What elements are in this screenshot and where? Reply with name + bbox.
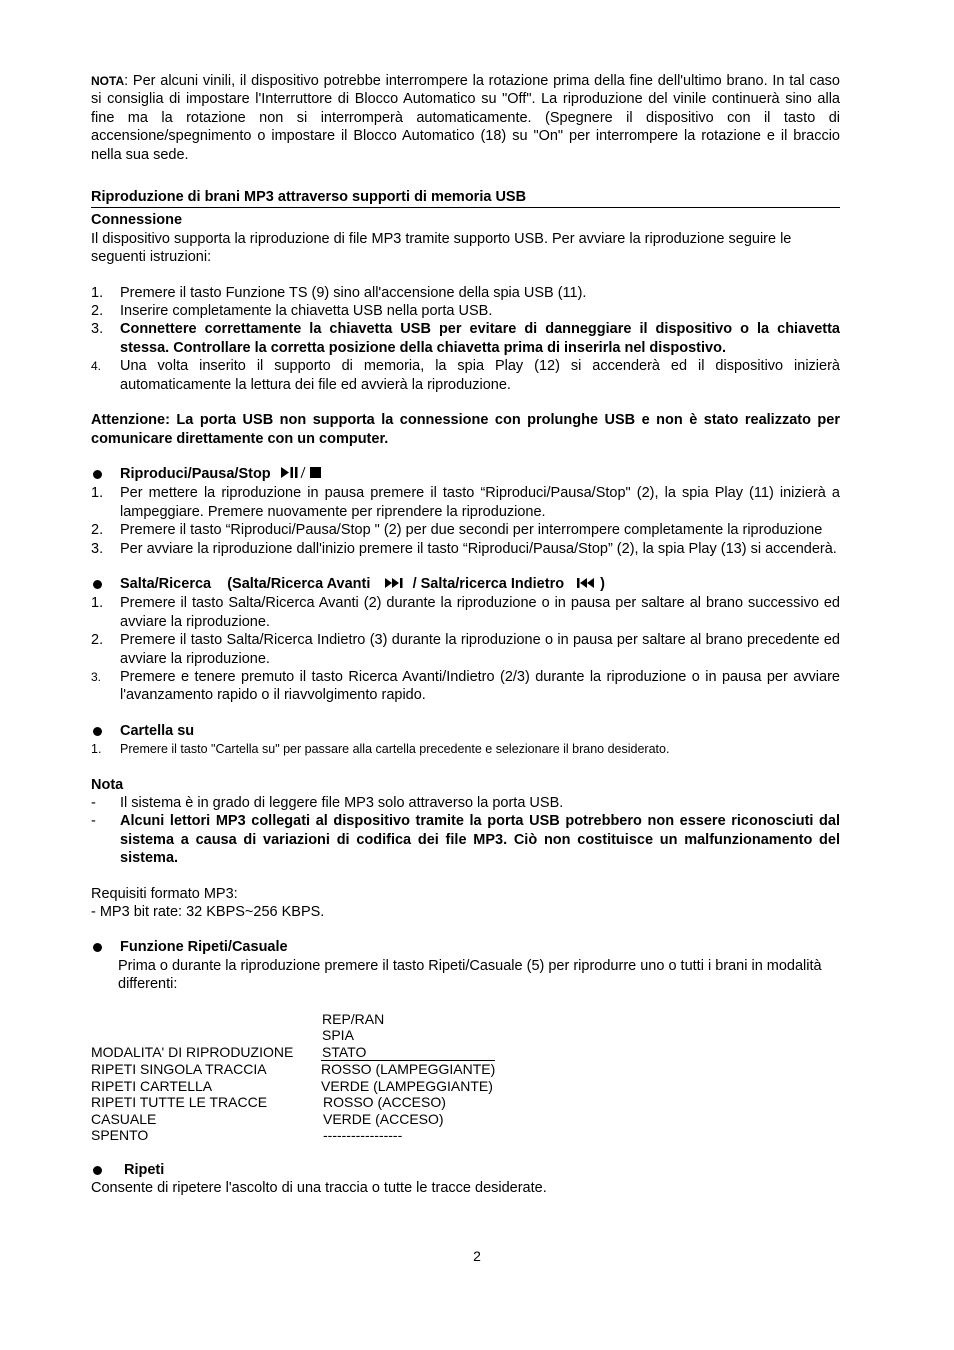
bullet-icon <box>93 943 102 952</box>
list-item: 1. Premere il tasto "Cartella su" per passare alla cartella precedente e selezionare il brano desiderato. <box>91 742 670 757</box>
bullet-icon <box>93 1166 102 1175</box>
list-item: 2. Premere il tasto Salta/Ricerca Indietro (3) durante la riproduzione o in pausa per saltare al brano precedente ed avviare la riproduzione. <box>91 632 840 667</box>
skip-forward-icon <box>383 576 405 594</box>
list-item: 1. Premere il tasto Funzione TS (9) sino all'accensione della spia USB (11). <box>91 284 587 301</box>
table-header: MODALITA' DI RIPRODUZIONE STATO <box>91 1044 495 1061</box>
play-pause-stop-icon <box>275 466 327 484</box>
section-title: Riproduzione di brani MP3 attraverso supporti di memoria USB <box>91 188 840 208</box>
nota-items <box>91 794 840 868</box>
list-item: 3. Premere e tenere premuto il tasto Ricerca Avanti/Indietro (2/3) durante la riproduzione o in pausa per avviare l'avanzamento rapido o il riavvolgimento rapido. <box>91 668 840 704</box>
play-heading <box>91 465 840 484</box>
cartella-heading: Cartella su <box>91 722 840 740</box>
list-item: 2. Inserire completamente la chiavetta USB nella porta USB. <box>91 303 493 320</box>
requisiti-line1: Requisiti formato MP3: <box>91 885 238 902</box>
bullet-icon <box>93 470 102 479</box>
table-row: RIPETI CARTELLA VERDE (LAMPEGGIANTE) <box>91 1077 493 1094</box>
salta-steps <box>91 594 840 704</box>
connessione-steps <box>91 284 840 394</box>
requisiti-line2: - MP3 bit rate: 32 KBPS~256 KBPS. <box>91 904 325 921</box>
bullet-icon <box>93 580 102 589</box>
ripeti-casuale-heading: Funzione Ripeti/Casuale <box>91 938 840 956</box>
list-item: 3. Per avviare la riproduzione dall'inizio premere il tasto “Riproduci/Pausa/Stop” (2), la spia Play (13) si accenderà. <box>91 540 837 557</box>
ripeti-casuale-text: Prima o durante la riproduzione premere il tasto Ripeti/Casuale (5) per riprodurre uno o tutti i brani in modalità differenti: <box>118 957 822 993</box>
table-row: RIPETI TUTTE LE TRACCE ROSSO (ACCESO) <box>91 1094 446 1111</box>
connessione-title: Connessione <box>91 212 183 229</box>
ripeti-heading: Ripeti <box>91 1161 840 1179</box>
page-number: 2 <box>473 1248 481 1264</box>
table-row: RIPETI SINGOLA TRACCIA ROSSO (LAMPEGGIANTE) <box>91 1061 496 1078</box>
list-item: 2. Premere il tasto “Riproduci/Pausa/Stop " (2) per due secondi per interrompere completamente la riproduzione <box>91 522 823 539</box>
attenzione-warning: Attenzione: La porta USB non supporta la connessione con prolunghe USB e non è stato realizzato per comunicare direttamente con un computer. <box>91 412 840 447</box>
play-title: Riproduci/Pausa/Stop <box>120 465 271 482</box>
list-item: 3. Connettere correttamente la chiavetta USB per evitare di danneggiare il dispositivo o la chiavetta stessa. Controllare la corretta posizione della chiavetta prima di inserirla nel dispostivo. <box>91 321 840 356</box>
modes-table: REP/RAN SPIA MODALITA' DI RIPRODUZIONE STATO RIPETI SINGOLA TRACCIA ROSSO (LAMPEGGIANTE) RIPETI CARTELLA VERDE (LAMPEGGIANTE) RIPETI TUTTE LE TRACCE ROSSO (ACCESO) CASUALE VERDE (ACCESO) SPENTO ----------------- <box>91 1010 496 1144</box>
skip-back-icon <box>576 576 600 594</box>
list-item: 1. Premere il tasto Salta/Ricerca Avanti (2) durante la riproduzione o in pausa per saltare al brano successivo ed avviare la riproduzione. <box>91 595 840 630</box>
table-row: SPENTO ----------------- <box>91 1127 403 1144</box>
list-item: - Il sistema è in grado di leggere file MP3 solo attraverso la porta USB. <box>91 795 564 811</box>
list-item: - Alcuni lettori MP3 collegati al dispositivo tramite la porta USB potrebbero non essere riconosciuti dal sistema a causa di variazioni di codifica dei file MP3. Ciò non costituisce un malfunzionamento del sistema. <box>91 813 840 867</box>
connessione-intro: Il dispositivo supporta la riproduzione di file MP3 tramite supporto USB. Per avviare la riproduzione seguire le seguenti istruzioni: <box>91 230 792 266</box>
note-label: NOTA <box>91 74 125 88</box>
play-steps <box>91 484 840 558</box>
table-row: CASUALE VERDE (ACCESO) <box>91 1110 444 1127</box>
note-paragraph <box>91 72 840 164</box>
nota-title: Nota <box>91 776 124 793</box>
note-text: : Per alcuni vinili, il dispositivo potrebbe interrompere la rotazione prima della fine dell'ultimo brano. In tal caso si consiglia di impostare l'Interruttore di Blocco Automatico su "Off". La riproduzione del vinile continuerà sino alla fine ma la rotazione non si interromperà automaticamente. (Spegnere il dispositivo con il tasto di accensione/spegnimento o impostare il Blocco Automatico (18) su "On" per interrompere la rotazione e il braccio nella sua sede. <box>91 73 840 163</box>
cartella-steps <box>91 740 840 758</box>
document-page <box>91 72 840 1197</box>
bullet-icon <box>93 727 102 736</box>
ripeti-text: Consente di ripetere l'ascolto di una traccia o tutte le tracce desiderate. <box>91 1180 547 1197</box>
list-item: 1. Per mettere la riproduzione in pausa premere il tasto “Riproduci/Pausa/Stop" (2), la spia Play (11) inizierà a lampeggiare. Premere nuovamente per riprendere la riproduzione. <box>91 485 840 520</box>
salta-heading: Salta/Ricerca (Salta/Ricerca Avanti / Salta/ricerca Indietro ) <box>91 575 840 594</box>
list-item: 4. Una volta inserito il supporto di memoria, la spia Play (12) si accenderà ed il dispositivo inizierà automaticamente la lettura dei file ed avvierà la riproduzione. <box>91 358 840 393</box>
